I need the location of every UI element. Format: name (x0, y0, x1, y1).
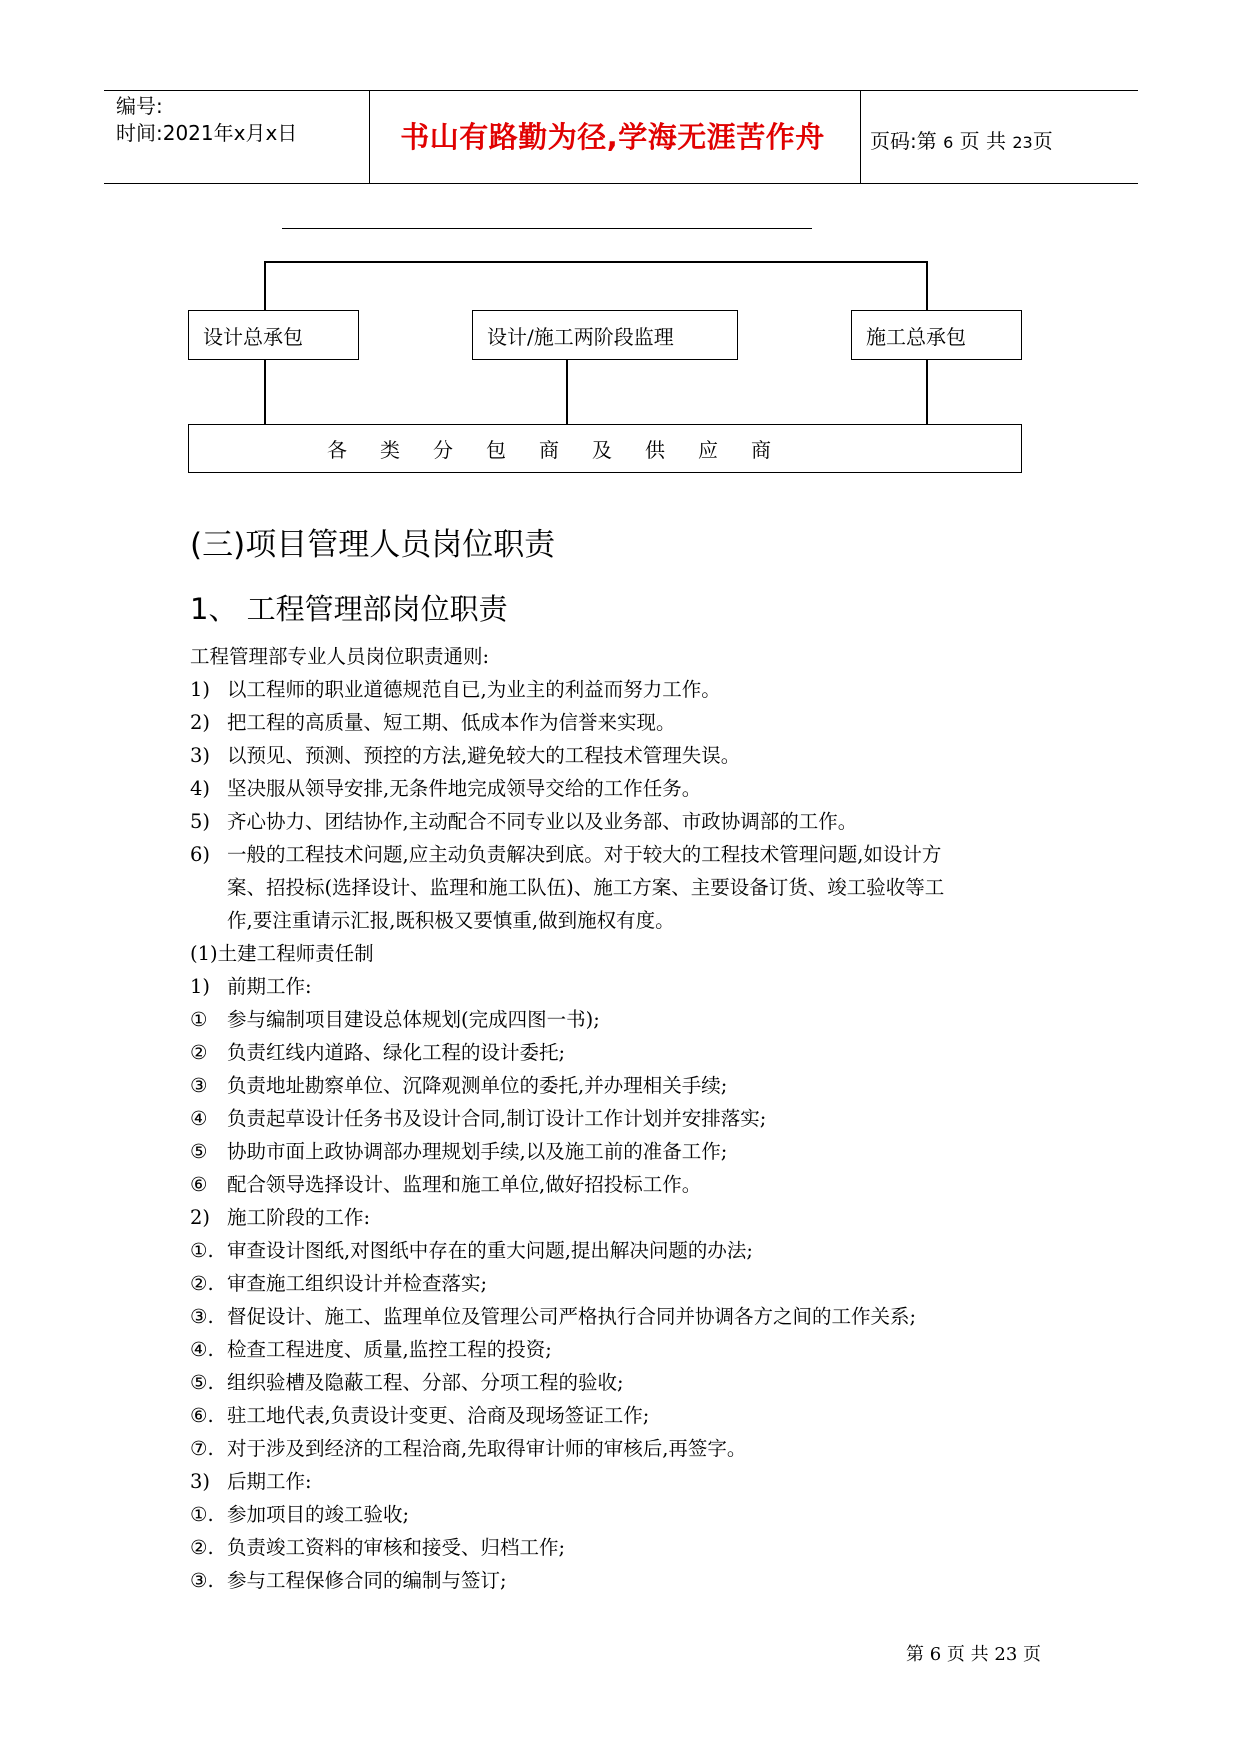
general-rule-2-text: 把工程的高质量、短工期、低成本作为信誉来实现。 (227, 711, 676, 734)
general-rule-5 (190, 805, 1070, 838)
list-item-text: 负责起草设计任务书及设计合同,制订设计工作计划并安排落实; (227, 1107, 767, 1130)
list-item (190, 1333, 1070, 1366)
general-rule-6-line-1: 一般的工程技术问题,应主动负责解决到底。对于较大的工程技术管理问题,如设计方 (227, 843, 942, 866)
list-item-num: ⑦. (190, 1437, 214, 1460)
construction-phase-num: 2) (190, 1206, 211, 1229)
general-rule-1-num: 1) (190, 678, 211, 701)
post-phase-title-text: 后期工作: (227, 1470, 312, 1493)
list-item (190, 1300, 1070, 1333)
org-box-design-contractor (188, 310, 359, 360)
list-item (190, 1498, 1070, 1531)
header-page-mid: 页 共 (959, 129, 1007, 153)
construction-phase-title-text: 施工阶段的工作: (227, 1206, 371, 1229)
list-item-num: ③. (190, 1569, 214, 1592)
list-item (190, 1432, 1070, 1465)
list-item (190, 1267, 1070, 1300)
header-page-total: 23 (1012, 133, 1033, 152)
org-box-supervision-label: 设计/施工两阶段监理 (487, 324, 674, 349)
list-item-num: ②. (190, 1272, 214, 1295)
footer-prefix: 第 (906, 1644, 924, 1665)
intro-text: 工程管理部专业人员岗位职责通则: (190, 645, 490, 668)
org-connector-right-top (926, 261, 928, 311)
construction-phase-title (190, 1201, 1070, 1234)
list-item-text: 配合领导选择设计、监理和施工单位,做好招投标工作。 (227, 1173, 702, 1196)
header-number-label: 编号: (116, 94, 163, 118)
page-footer (906, 1640, 1041, 1666)
section-heading: (三)项目管理人员岗位职责 (190, 527, 556, 563)
list-item-num: ⑥ (190, 1173, 208, 1196)
list-item (190, 1135, 1070, 1168)
org-box-construction-contractor (851, 310, 1022, 360)
list-item (190, 1036, 1070, 1069)
footer-suffix: 页 (1023, 1644, 1042, 1665)
list-item-num: ① (190, 1008, 208, 1031)
general-rule-5-text: 齐心协力、团结协作,主动配合不同专业以及业务部、市政协调部的工作。 (227, 810, 858, 833)
general-rule-4-num: 4) (190, 777, 211, 800)
general-rule-2-num: 2) (190, 711, 211, 734)
list-item-text: 负责地址勘察单位、沉降观测单位的委托,并办理相关手续; (227, 1074, 728, 1097)
header-page-current: 6 (943, 133, 954, 152)
post-phase-title (190, 1465, 1070, 1498)
list-item-num: ④. (190, 1338, 214, 1361)
org-box-supervision (472, 310, 738, 360)
general-rule-4 (190, 772, 1070, 805)
general-rule-1-text: 以工程师的职业道德规范自已,为业主的利益而努力工作。 (227, 678, 721, 701)
list-item-text: 审查设计图纸,对图纸中存在的重大问题,提出解决问题的办法; (227, 1239, 753, 1262)
list-item (190, 1531, 1070, 1564)
list-item-text: 参加项目的竣工验收; (227, 1503, 410, 1526)
general-rule-3-text: 以预见、预测、预控的方法,避免较大的工程技术管理失误。 (227, 744, 741, 767)
header-top-rule (104, 90, 1138, 91)
list-item-text: 协助市面上政协调部办理规划手续,以及施工前的准备工作; (227, 1140, 728, 1163)
list-item-num: ①. (190, 1239, 214, 1262)
list-item-num: ② (190, 1041, 208, 1064)
org-connector-left-bottom (264, 359, 266, 424)
org-top-rule (282, 228, 812, 229)
footer-mid: 页 共 (946, 1644, 989, 1665)
list-item-num: ②. (190, 1536, 214, 1559)
list-item-text: 驻工地代表,负责设计变更、洽商及现场签证工作; (227, 1404, 650, 1427)
list-item-text: 督促设计、施工、监理单位及管理公司严格执行合同并协调各方之间的工作关系; (227, 1305, 917, 1328)
list-item (190, 1564, 1070, 1597)
post-phase-num: 3) (190, 1470, 211, 1493)
list-item (190, 1003, 1070, 1036)
list-item-text: 参与工程保修合同的编制与签订; (227, 1569, 507, 1592)
pre-phase-num: 1) (190, 975, 211, 998)
header-bottom-rule (104, 183, 1138, 184)
header-page-suffix: 页 (1032, 129, 1053, 153)
list-item (190, 1102, 1070, 1135)
org-top-connector (264, 261, 927, 263)
list-item-text: 负责红线内道路、绿化工程的设计委托; (227, 1041, 566, 1064)
footer-total-pages: 23 (994, 1644, 1018, 1665)
org-connector-middle-bottom (566, 359, 568, 424)
header-motto: 书山有路勤为径,学海无涯苦作舟 (400, 120, 825, 154)
general-rule-6-line-2: 案、招投标(选择设计、监理和施工队伍)、施工方案、主要设备订货、竣工验收等工 (227, 876, 945, 899)
list-item-text: 检查工程进度、质量,监控工程的投资; (227, 1338, 552, 1361)
list-item (190, 1366, 1070, 1399)
list-item (190, 1168, 1070, 1201)
header-page-prefix: 页码:第 (870, 129, 937, 153)
list-item (190, 1069, 1070, 1102)
general-rule-6 (190, 838, 1070, 871)
org-connector-left-top (264, 261, 266, 311)
list-item-text: 负责竣工资料的审核和接受、归档工作; (227, 1536, 566, 1559)
list-item-text: 审查施工组织设计并检查落实; (227, 1272, 488, 1295)
civil-engineer-title: (1)土建工程师责任制 (190, 942, 374, 965)
general-rule-3-num: 3) (190, 744, 211, 767)
list-item-num: ⑤ (190, 1140, 208, 1163)
list-item-text: 组织验槽及隐蔽工程、分部、分项工程的验收; (227, 1371, 624, 1394)
general-rule-4-text: 坚决服从领导安排,无条件地完成领导交给的工作任务。 (227, 777, 702, 800)
list-item (190, 1399, 1070, 1432)
header-time-label: 时间:2021年x月x日 (116, 121, 298, 145)
list-item-num: ③ (190, 1074, 208, 1097)
pre-phase-title (190, 970, 1070, 1003)
general-rule-6-num: 6) (190, 843, 211, 866)
list-item-num: ④ (190, 1107, 208, 1130)
header-divider-right (860, 90, 861, 184)
org-box-construction-contractor-label: 施工总承包 (866, 324, 966, 349)
list-item-num: ①. (190, 1503, 214, 1526)
footer-current-page: 6 (929, 1644, 942, 1665)
org-box-design-contractor-label: 设计总承包 (203, 324, 303, 349)
org-box-subcontractors-label: 各类分包商及供应商 (327, 438, 804, 462)
list-item-text: 参与编制项目建设总体规划(完成四图一书); (227, 1008, 600, 1031)
list-item (190, 1234, 1070, 1267)
header-page-indicator (870, 125, 1053, 154)
pre-phase-title-text: 前期工作: (227, 975, 312, 998)
general-rule-2 (190, 706, 1070, 739)
general-rule-6-line-3: 作,要注重请示汇报,既积极又要慎重,做到施权有度。 (227, 909, 675, 932)
list-item-num: ⑥. (190, 1404, 214, 1427)
sub-heading: 1、 工程管理部岗位职责 (190, 592, 508, 626)
general-rule-5-num: 5) (190, 810, 211, 833)
general-rule-3 (190, 739, 1070, 772)
list-item-num: ③. (190, 1305, 214, 1328)
general-rule-1 (190, 673, 1070, 706)
org-connector-right-bottom (926, 359, 928, 424)
org-box-subcontractors (188, 424, 1022, 473)
list-item-text: 对于涉及到经济的工程洽商,先取得审计师的审核后,再签字。 (227, 1437, 747, 1460)
list-item-num: ⑤. (190, 1371, 214, 1394)
